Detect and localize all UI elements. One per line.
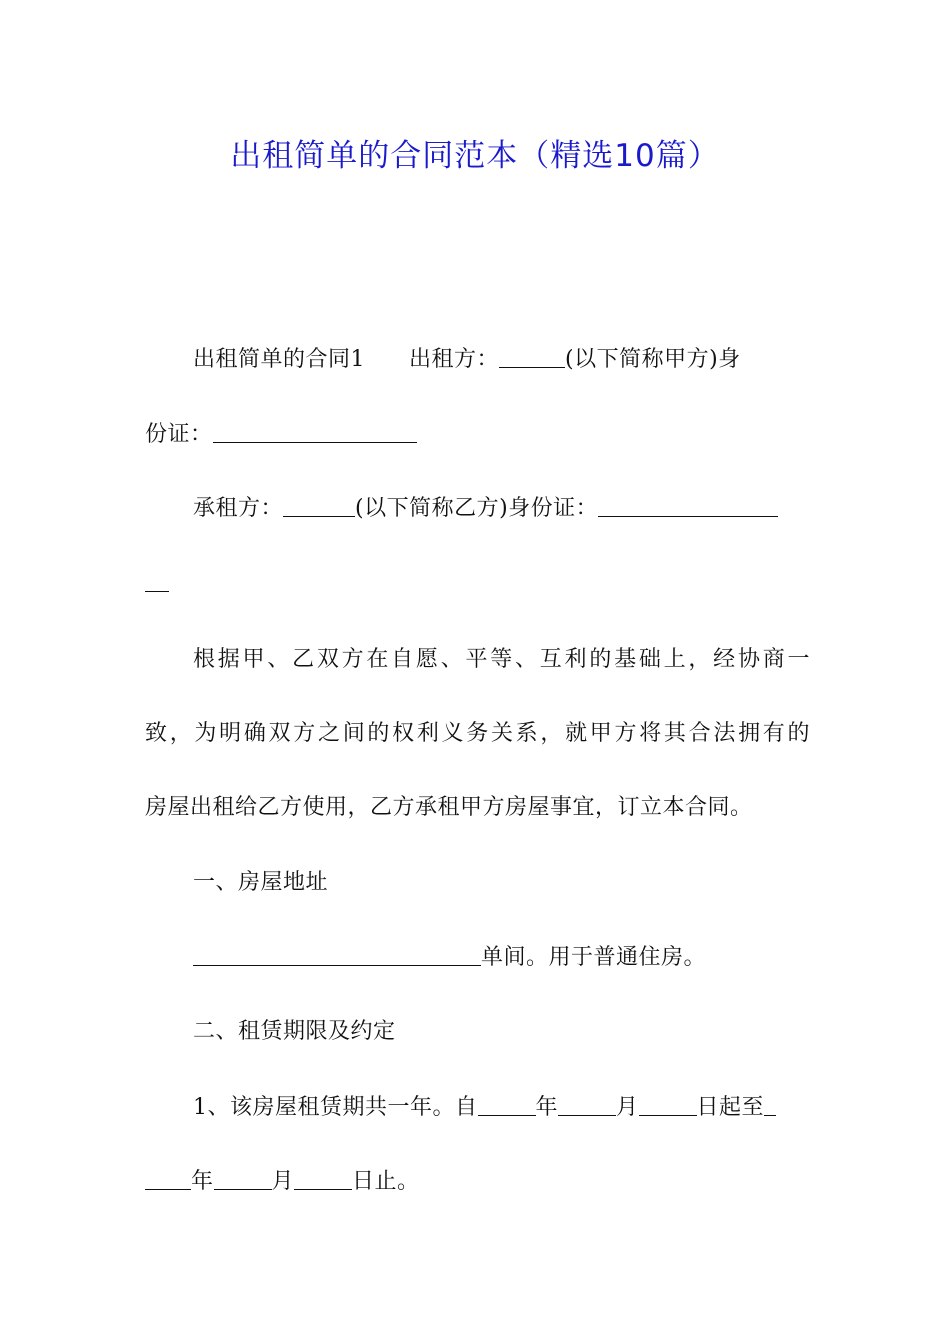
lessor-note: (以下简称甲方)身 bbox=[565, 347, 741, 372]
end-month-blank[interactable] bbox=[214, 1169, 272, 1190]
start-day-blank[interactable] bbox=[639, 1095, 697, 1116]
term-line-2 bbox=[145, 1167, 810, 1197]
preamble-line-1: 根据甲、乙双方在自愿、平等、互利的基础上，经协商一 bbox=[193, 647, 810, 672]
section-2-title: 二、租赁期限及约定 bbox=[193, 1019, 396, 1044]
end-year-unit: 年 bbox=[191, 1169, 214, 1194]
lessor-name-blank[interactable] bbox=[499, 347, 565, 368]
lessee-id-blank[interactable] bbox=[598, 496, 778, 517]
end-day-unit: 日止。 bbox=[352, 1169, 420, 1194]
lessor-id-line bbox=[145, 420, 810, 450]
lessor-label: 出租方： bbox=[409, 347, 500, 372]
start-year-unit: 年 bbox=[535, 1095, 559, 1120]
document-title: 出租简单的合同范本（精选10篇） bbox=[230, 138, 720, 174]
start-month-blank[interactable] bbox=[558, 1095, 616, 1116]
section-1-text: 单间。用于普通住房。 bbox=[481, 945, 707, 970]
lessee-id-blank-continued[interactable] bbox=[145, 571, 169, 592]
lessee-line bbox=[145, 494, 858, 524]
start-year-blank[interactable] bbox=[478, 1095, 536, 1116]
end-day-blank[interactable] bbox=[294, 1169, 352, 1190]
preamble-line-3: 房屋出租给乙方使用，乙方承租甲方房屋事宜，订立本合同。 bbox=[145, 795, 753, 820]
lessee-name-blank[interactable] bbox=[283, 496, 355, 517]
lessee-id-continuation-line bbox=[145, 569, 810, 599]
section-1-title: 一、房屋地址 bbox=[193, 870, 329, 895]
lessor-id-blank[interactable] bbox=[213, 422, 417, 443]
address-blank[interactable] bbox=[193, 945, 481, 966]
lessor-id-label: 份证： bbox=[145, 422, 213, 447]
lessee-label: 承租方： bbox=[193, 496, 284, 521]
preamble-line-2: 致，为明确双方之间的权利义务关系，就甲方将其合法拥有的 bbox=[145, 721, 810, 746]
start-month-unit: 月 bbox=[616, 1095, 639, 1120]
lessee-note: (以下简称乙方)身份证： bbox=[355, 496, 599, 521]
end-year-blank[interactable] bbox=[764, 1095, 776, 1116]
start-day-unit: 日起至 bbox=[696, 1095, 765, 1120]
end-month-unit: 月 bbox=[271, 1169, 295, 1194]
contract-heading: 出租简单的合同1 bbox=[193, 347, 365, 372]
end-year-blank-continued[interactable] bbox=[145, 1169, 191, 1190]
term-line-1 bbox=[145, 1093, 858, 1123]
term-prefix: 1、该房屋租赁期共一年。自 bbox=[193, 1095, 478, 1120]
contract-heading-line bbox=[145, 345, 858, 375]
section-1-address-line bbox=[145, 943, 858, 973]
